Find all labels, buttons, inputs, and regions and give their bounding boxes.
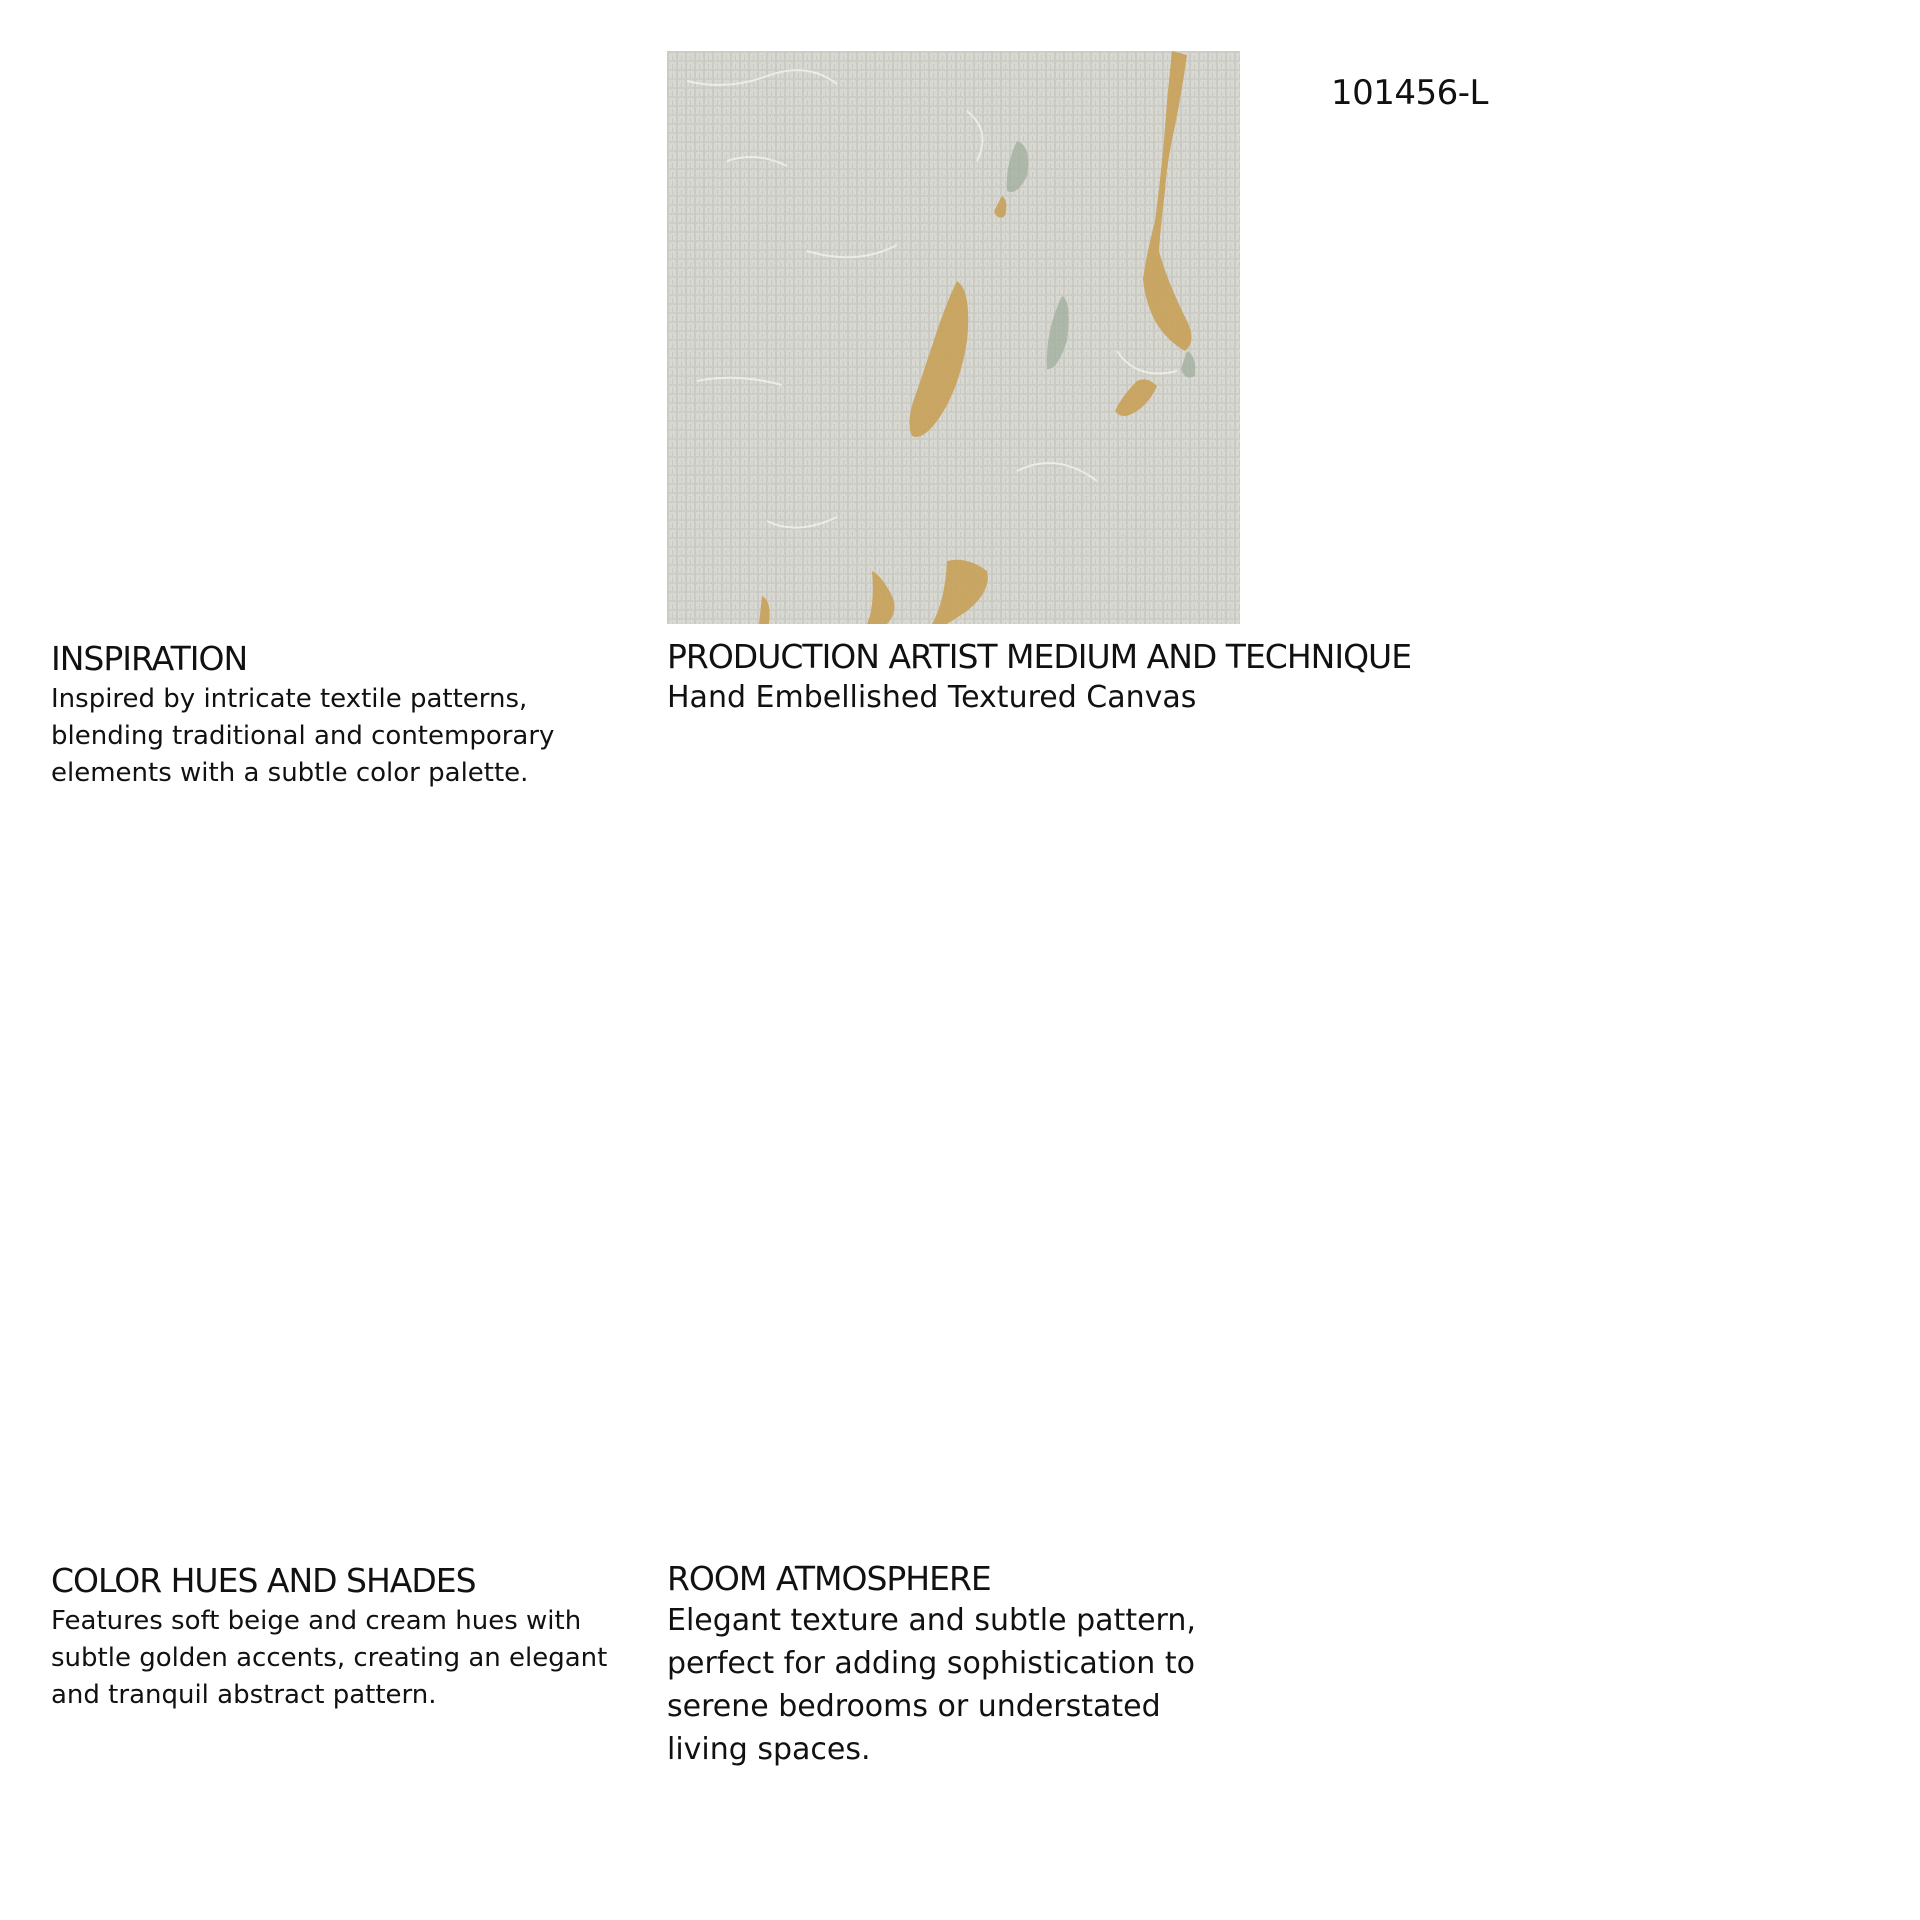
artwork-sample-image [667,51,1240,624]
inspiration-heading: INSPIRATION [51,639,248,678]
color-hues-section [51,1563,641,1714]
color-hues-heading: COLOR HUES AND SHADES [51,1561,476,1600]
inspiration-section [51,641,641,792]
room-atmosphere-section [667,1561,1247,1771]
medium-technique-heading: PRODUCTION ARTIST MEDIUM AND TECHNIQUE [667,637,1412,676]
room-atmosphere-text: Elegant texture and subtle pattern, perfect for adding sophistication to serene bedrooms or understated living spaces. [667,1603,1196,1768]
canvas-texture-graphic [667,51,1240,624]
product-code: 101456-L [1331,73,1489,113]
medium-technique-text: Hand Embellished Textured Canvas [667,680,1197,716]
inspiration-text: Inspired by intricate textile patterns, blending traditional and contemporary elements with a subtle color palette. [51,684,555,789]
room-atmosphere-heading: ROOM ATMOSPHERE [667,1559,991,1598]
medium-technique-section [667,639,1767,719]
color-hues-text: Features soft beige and cream hues with subtle golden accents, creating an elegant and tranquil abstract pattern. [51,1606,608,1711]
